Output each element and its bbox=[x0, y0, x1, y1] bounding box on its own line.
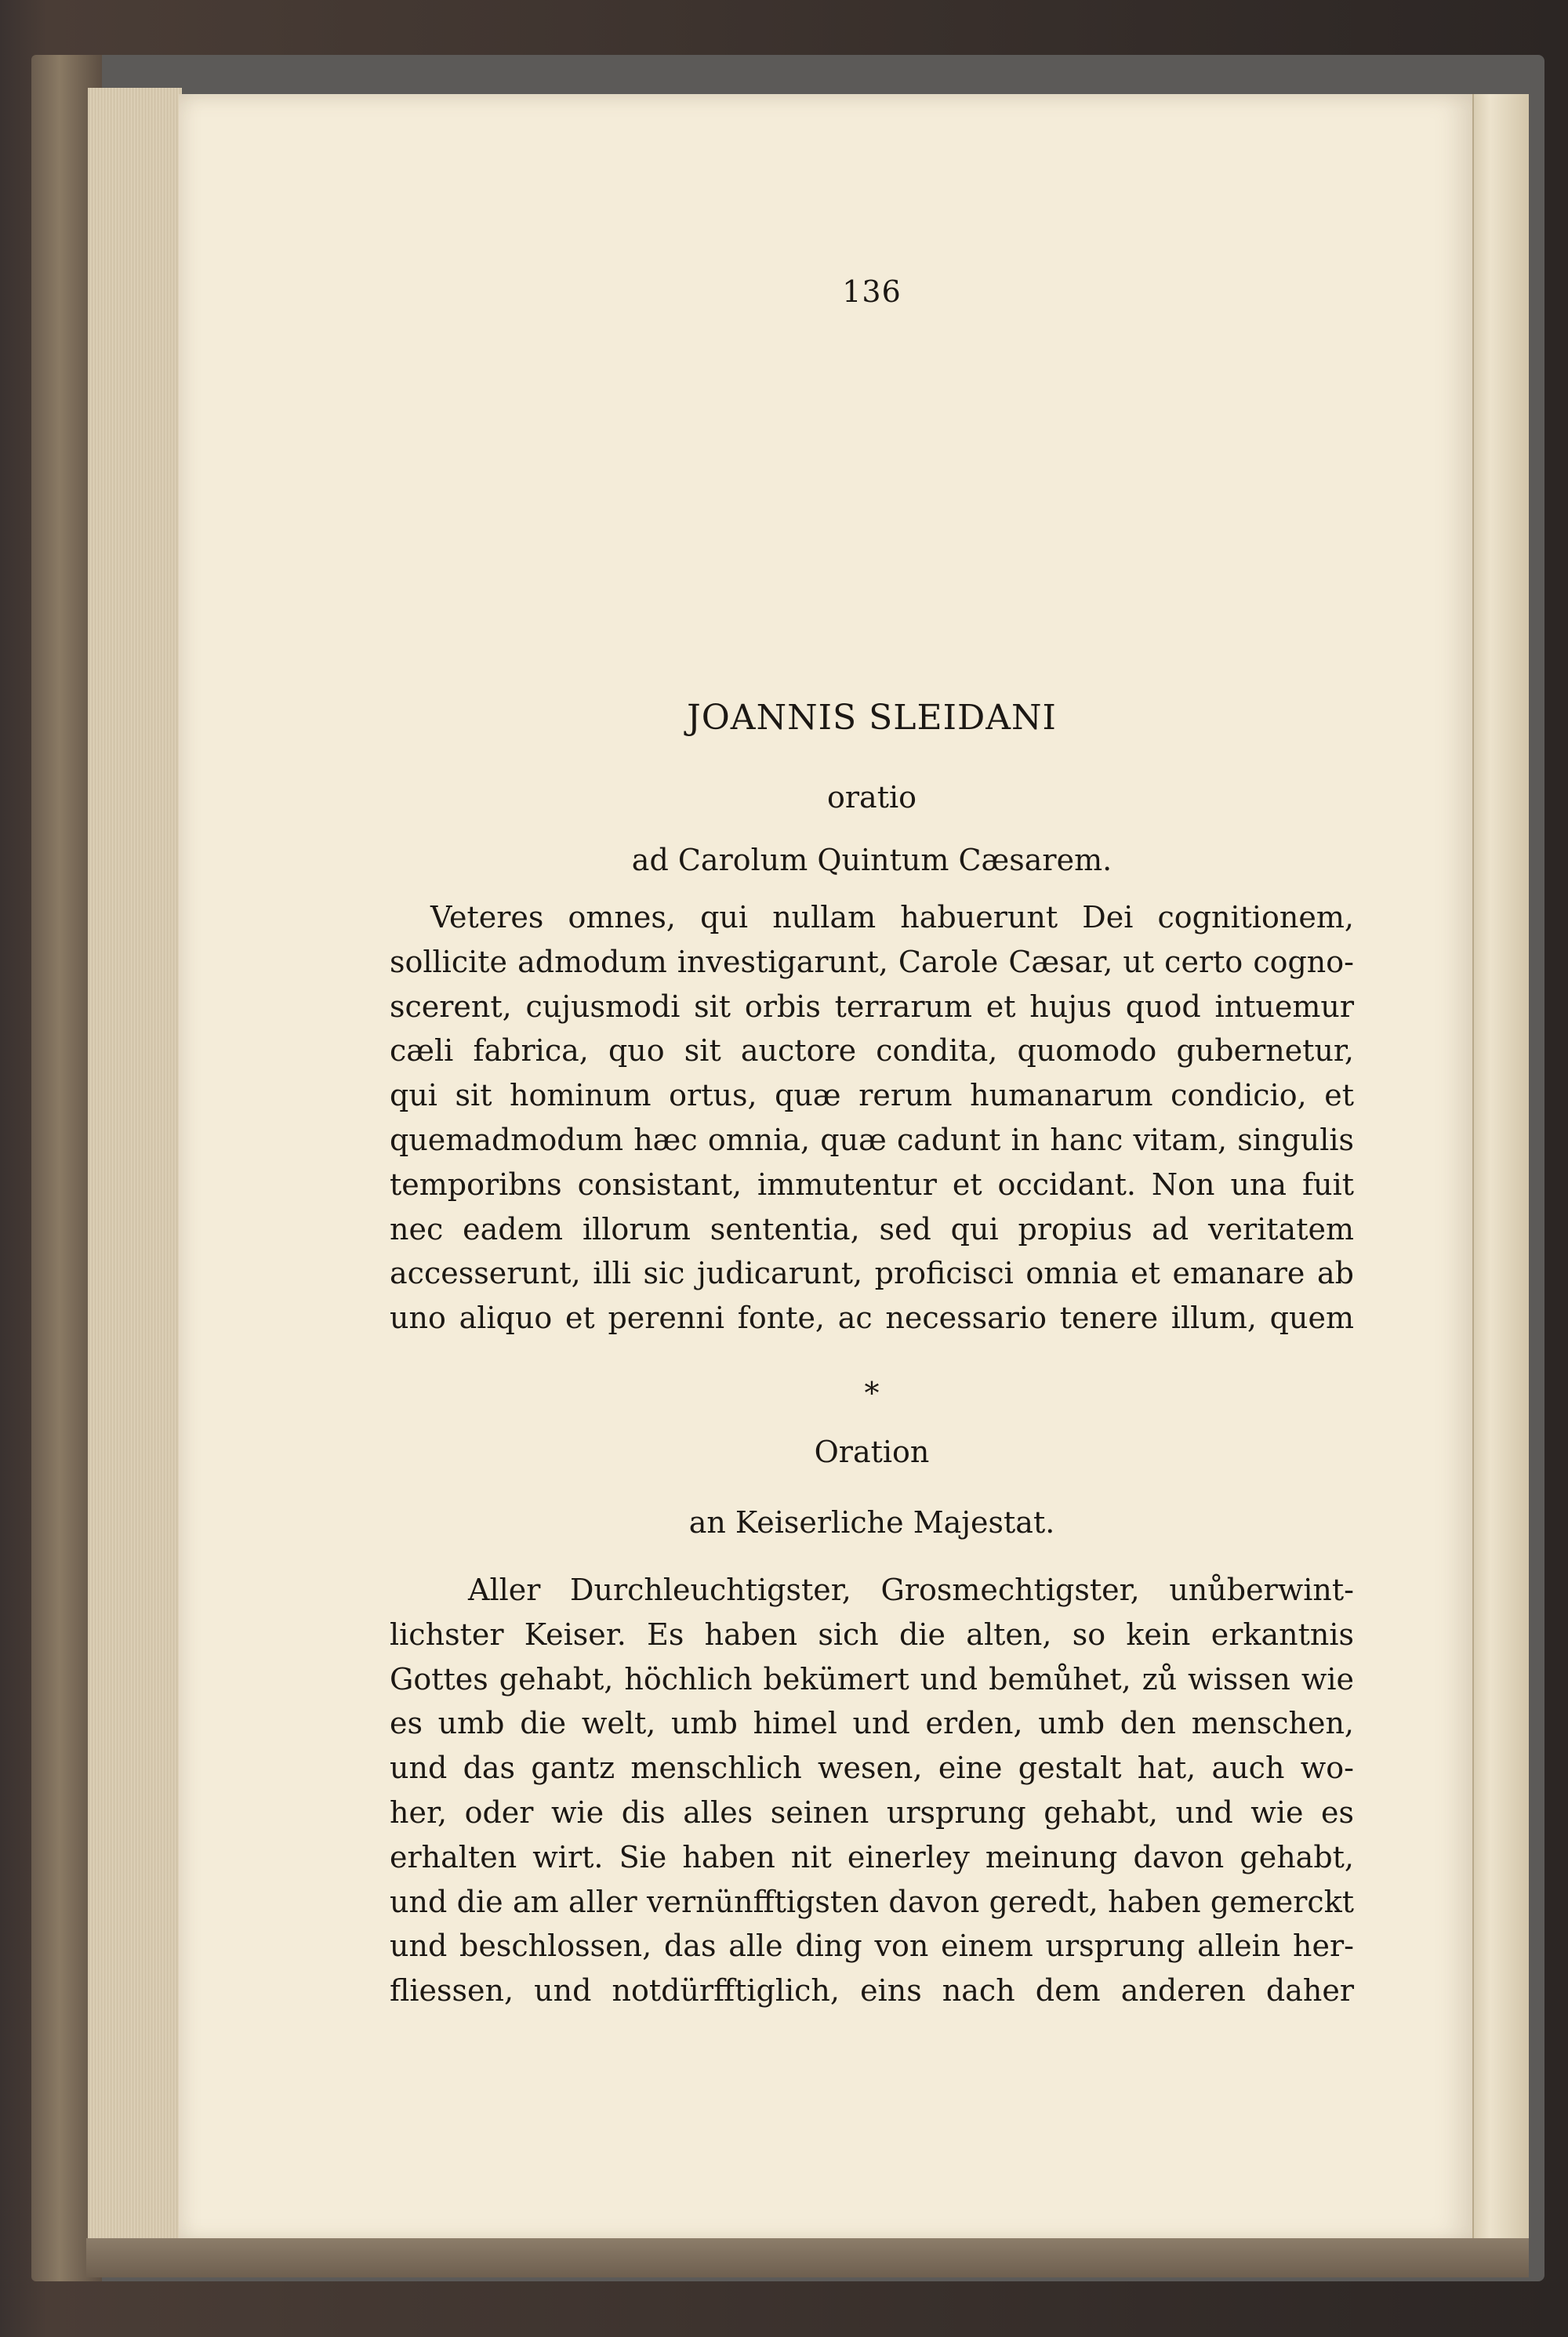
text-line: und beschlossen, das alle ding von einem ursprung allein her- bbox=[390, 1929, 1354, 1964]
text-line: cæli fabrica, quo sit auctore condita, quomodo gubernetur, bbox=[390, 1033, 1354, 1069]
text-line: fliessen, und notdürfftiglich, eins nach dem anderen daher bbox=[390, 1973, 1354, 2009]
text-line: quemadmodum hæc omnia, quæ cadunt in hanc vitam, singulis bbox=[390, 1122, 1354, 1157]
text-line: qui sit hominum ortus, quæ rerum humanarum condicio, et bbox=[390, 1078, 1354, 1113]
text-line: und das gantz menschlich wesen, eine gestalt hat, auch wo- bbox=[390, 1751, 1354, 1786]
facing-page-edge bbox=[1472, 94, 1529, 2242]
german-address: an Keiserliche Majestat. bbox=[688, 1505, 1055, 1540]
latin-title: JOANNIS SLEIDANI bbox=[687, 698, 1057, 738]
text-line: accesserunt, illi sic judicarunt, proficisci omnia et emanare ab bbox=[390, 1256, 1354, 1291]
latin-address: ad Carolum Quintum Cæsarem. bbox=[631, 843, 1112, 877]
book-bottom-edge bbox=[86, 2238, 1529, 2277]
page-number: 136 bbox=[842, 274, 902, 309]
text-line: und die am aller vernünfftigsten davon geredt, haben gemerckt bbox=[390, 1884, 1354, 1919]
text-line: erhalten wirt. Sie haben nit einerley meinung davon gehabt, bbox=[390, 1839, 1354, 1874]
text-line: sollicite admodum investigarunt, Carole Cæsar, ut certo cogno- bbox=[390, 944, 1354, 979]
latin-paragraph bbox=[390, 895, 1354, 1341]
german-paragraph bbox=[390, 1568, 1354, 2013]
text-line: Veteres omnes, qui nullam habuerunt Dei cognitionem, bbox=[430, 900, 1354, 934]
text-line: temporibns consistant, immutentur et occidant. Non una fuit bbox=[390, 1167, 1354, 1202]
section-separator: * bbox=[864, 1376, 880, 1410]
text-line: es umb die welt, umb himel und erden, umb den menschen, bbox=[390, 1706, 1354, 1741]
text-line: lichster Keiser. Es haben sich die alten, so kein erkantnis bbox=[390, 1617, 1354, 1652]
page-stack-edges bbox=[88, 88, 182, 2252]
latin-subtitle: oratio bbox=[827, 780, 916, 815]
german-title: Oration bbox=[814, 1435, 930, 1469]
text-line: uno aliquo et perenni fonte, ac necessario tenere illum, quem bbox=[390, 1301, 1354, 1336]
text-line: scerent, cujusmodi sit orbis terrarum et hujus quod intuemur bbox=[390, 989, 1354, 1024]
text-line: her, oder wie dis alles seinen ursprung gehabt, und wie es bbox=[390, 1794, 1354, 1830]
text-line: Aller Durchleuchtigster, Grosmechtigster, unůberwint- bbox=[468, 1573, 1354, 1607]
text-line: nec eadem illorum sententia, sed qui propius ad veritatem bbox=[390, 1211, 1354, 1247]
text-line: Gottes gehabt, höchlich bekümert und bemůhet, zů wissen wie bbox=[390, 1661, 1354, 1697]
